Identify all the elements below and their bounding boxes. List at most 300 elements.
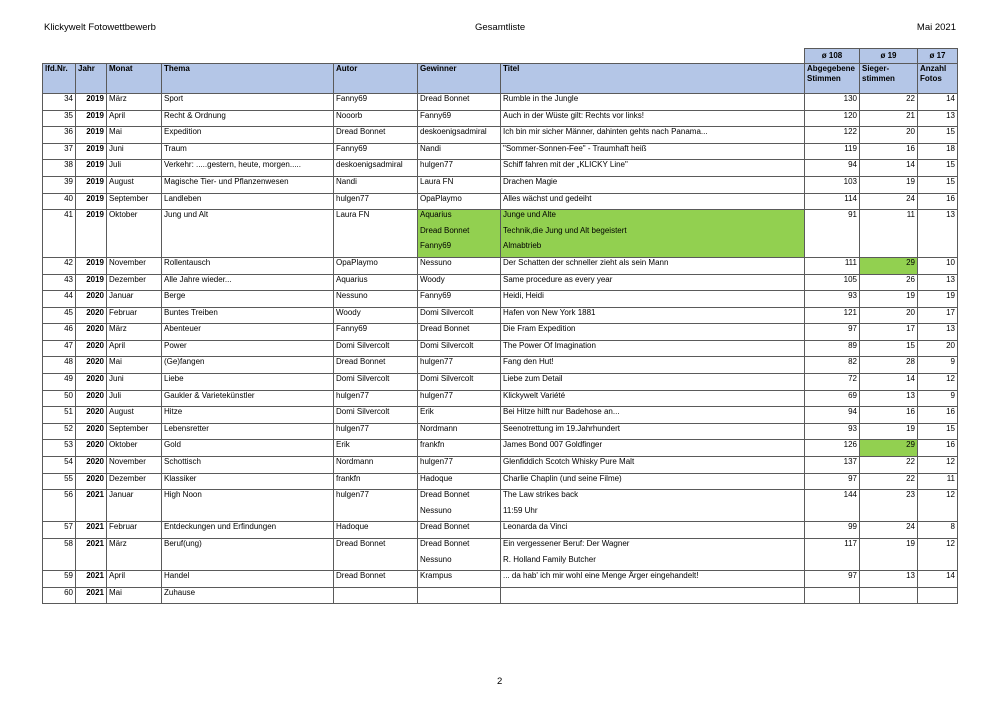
cell-titel: [501, 193, 805, 210]
cell-nr: 52: [43, 423, 76, 440]
cell-thema: Gaukler & Varietekünstler: [162, 390, 334, 407]
cell-titel-line: Rumble in the Jungle: [503, 93, 579, 103]
cell-monat: Juni: [107, 374, 162, 391]
cell-titel-line: Charlie Chaplin (und seine Filme): [503, 473, 622, 483]
cell-sieger: 23: [860, 490, 918, 522]
cell-titel: [501, 160, 805, 177]
cell-titel: [501, 143, 805, 160]
cell-sieger: 20: [860, 307, 918, 324]
cell-autor: Fanny69: [334, 143, 418, 160]
cell-jahr: 2020: [76, 291, 107, 308]
cell-titel-line: Liebe zum Detail: [503, 374, 563, 384]
cell-autor: Hadoque: [334, 522, 418, 539]
cell-fotos: 11: [918, 473, 958, 490]
table-row: [43, 340, 958, 357]
cell-titel: [501, 340, 805, 357]
cell-fotos: 15: [918, 160, 958, 177]
cell-gewinner-line: Nessuno: [420, 257, 452, 267]
table-row: [43, 193, 958, 210]
table-row: [43, 110, 958, 127]
cell-thema: Gold: [162, 440, 334, 457]
cell-gewinner: [418, 274, 501, 291]
cell-autor: Fanny69: [334, 93, 418, 110]
cell-titel: [501, 110, 805, 127]
cell-stimmen: 94: [805, 407, 860, 424]
cell-thema: Handel: [162, 571, 334, 588]
cell-stimmen: 82: [805, 357, 860, 374]
cell-autor: Nessuno: [334, 291, 418, 308]
cell-gewinner: [418, 407, 501, 424]
cell-stimmen: 91: [805, 210, 860, 258]
cell-titel-line: Seenotrettung im 19.Jahrhundert: [503, 423, 620, 433]
cell-gewinner-line: Dread Bonnet: [420, 225, 470, 235]
cell-nr: 49: [43, 374, 76, 391]
col-header-sieger: Sieger-stimmen: [860, 63, 918, 93]
cell-gewinner-line: deskoenigsadmiral: [420, 127, 487, 137]
cell-gewinner: [418, 210, 501, 258]
cell-monat: Mai: [107, 127, 162, 144]
cell-autor: OpaPlaymo: [334, 257, 418, 274]
cell-stimmen: 137: [805, 457, 860, 474]
cell-stimmen: 114: [805, 193, 860, 210]
cell-titel: [501, 374, 805, 391]
table-row: [43, 423, 958, 440]
cell-fotos: 13: [918, 324, 958, 341]
cell-titel-line: Drachen Magie: [503, 176, 558, 186]
cell-gewinner-line: Dread Bonnet: [420, 522, 470, 532]
table-row: [43, 473, 958, 490]
document-header-center: Gesamtliste: [475, 22, 526, 33]
cell-gewinner: [418, 374, 501, 391]
cell-jahr: 2019: [76, 274, 107, 291]
cell-titel-line: Bei Hitze hilft nur Badehose an...: [503, 407, 620, 417]
cell-gewinner-line: Fanny69: [420, 241, 452, 251]
cell-autor: Dread Bonnet: [334, 127, 418, 144]
cell-gewinner-line: Nordmann: [420, 423, 458, 433]
cell-jahr: 2019: [76, 176, 107, 193]
cell-autor: Woody: [334, 307, 418, 324]
cell-nr: 37: [43, 143, 76, 160]
cell-gewinner-line: Nessuno: [420, 505, 452, 515]
cell-titel: [501, 440, 805, 457]
cell-sieger: 16: [860, 143, 918, 160]
cell-nr: 60: [43, 587, 76, 604]
cell-sieger: 29: [860, 440, 918, 457]
table-row: [43, 357, 958, 374]
col-header-monat: Monat: [107, 63, 162, 93]
cell-sieger: 22: [860, 473, 918, 490]
cell-titel-line: ... da hab' ich mir wohl eine Menge Ärger eingehandelt!: [503, 571, 699, 581]
cell-thema: Alle Jahre wieder...: [162, 274, 334, 291]
cell-titel-line: 11:59 Uhr: [503, 505, 538, 515]
table-row: [43, 291, 958, 308]
table-row: [43, 490, 958, 522]
cell-gewinner: [418, 522, 501, 539]
cell-jahr: 2020: [76, 407, 107, 424]
cell-fotos: 9: [918, 390, 958, 407]
cell-jahr: 2019: [76, 143, 107, 160]
cell-fotos: 14: [918, 571, 958, 588]
cell-gewinner: [418, 390, 501, 407]
table-row: [43, 374, 958, 391]
cell-titel: [501, 390, 805, 407]
cell-thema: (Ge)fangen: [162, 357, 334, 374]
col-header-fotos: Anzahl Fotos: [918, 63, 958, 93]
cell-titel-line: Heidi, Heidi: [503, 291, 544, 301]
cell-stimmen: 72: [805, 374, 860, 391]
cell-monat: Mai: [107, 587, 162, 604]
cell-titel: [501, 587, 805, 604]
cell-thema: Abenteuer: [162, 324, 334, 341]
cell-jahr: 2020: [76, 357, 107, 374]
cell-gewinner: [418, 587, 501, 604]
cell-autor: Dread Bonnet: [334, 357, 418, 374]
cell-stimmen: 69: [805, 390, 860, 407]
table-row: [43, 522, 958, 539]
cell-stimmen: 89: [805, 340, 860, 357]
cell-stimmen: 105: [805, 274, 860, 291]
cell-fotos: 20: [918, 340, 958, 357]
cell-nr: 45: [43, 307, 76, 324]
cell-gewinner: [418, 490, 501, 522]
cell-sieger: 16: [860, 407, 918, 424]
cell-thema: Buntes Treiben: [162, 307, 334, 324]
cell-nr: 56: [43, 490, 76, 522]
cell-thema: Landleben: [162, 193, 334, 210]
col-header-titel: Titel: [501, 63, 805, 93]
cell-monat: August: [107, 407, 162, 424]
cell-monat: April: [107, 110, 162, 127]
cell-monat: September: [107, 193, 162, 210]
cell-monat: Oktober: [107, 440, 162, 457]
cell-autor: Fanny69: [334, 324, 418, 341]
cell-fotos: 8: [918, 522, 958, 539]
cell-jahr: 2020: [76, 473, 107, 490]
cell-gewinner: [418, 291, 501, 308]
cell-monat: Juli: [107, 390, 162, 407]
cell-autor: Aquarius: [334, 274, 418, 291]
cell-jahr: 2019: [76, 210, 107, 258]
cell-titel-line: Klickywelt Variété: [503, 390, 566, 400]
cell-titel-line: Auch in der Wüste gilt: Rechts vor links!: [503, 110, 644, 120]
cell-titel-line: "Sommer-Sonnen-Fee" - Traumhaft heiß: [503, 143, 647, 153]
cell-gewinner-line: Erik: [420, 407, 434, 417]
cell-autor: Nooorb: [334, 110, 418, 127]
cell-titel: [501, 407, 805, 424]
cell-titel: [501, 457, 805, 474]
cell-titel: [501, 539, 805, 571]
cell-titel-line: Almabtrieb: [503, 241, 542, 251]
cell-thema: Beruf(ung): [162, 539, 334, 571]
cell-fotos: 19: [918, 291, 958, 308]
cell-stimmen: 122: [805, 127, 860, 144]
page-number: 2: [497, 676, 503, 687]
cell-sieger: 19: [860, 176, 918, 193]
cell-sieger: 26: [860, 274, 918, 291]
cell-autor: hulgen77: [334, 423, 418, 440]
cell-monat: September: [107, 423, 162, 440]
cell-fotos: 14: [918, 93, 958, 110]
cell-sieger: 17: [860, 324, 918, 341]
cell-monat: November: [107, 257, 162, 274]
cell-stimmen: 93: [805, 291, 860, 308]
cell-monat: März: [107, 539, 162, 571]
col-header-autor: Autor: [334, 63, 418, 93]
cell-autor: hulgen77: [334, 193, 418, 210]
cell-gewinner: [418, 307, 501, 324]
cell-nr: 57: [43, 522, 76, 539]
col-header-nr: lfd.Nr.: [43, 63, 76, 93]
avg-fotos: ø 17: [918, 49, 958, 64]
cell-fotos: 13: [918, 210, 958, 258]
cell-gewinner-line: Hadoque: [420, 473, 453, 483]
cell-gewinner: [418, 340, 501, 357]
cell-monat: März: [107, 324, 162, 341]
cell-nr: 46: [43, 324, 76, 341]
cell-sieger: 28: [860, 357, 918, 374]
cell-gewinner-line: hulgen77: [420, 160, 453, 170]
cell-fotos: 16: [918, 440, 958, 457]
column-header-row: [43, 63, 958, 93]
cell-nr: 39: [43, 176, 76, 193]
cell-thema: Rollentausch: [162, 257, 334, 274]
cell-thema: Power: [162, 340, 334, 357]
cell-thema: Zuhause: [162, 587, 334, 604]
cell-monat: Mai: [107, 357, 162, 374]
cell-autor: Domi Silvercolt: [334, 407, 418, 424]
cell-gewinner-line: Dread Bonnet: [420, 324, 470, 334]
cell-autor: hulgen77: [334, 390, 418, 407]
cell-titel-line: Same procedure as every year: [503, 274, 613, 284]
cell-gewinner: [418, 193, 501, 210]
cell-titel: [501, 473, 805, 490]
cell-nr: 54: [43, 457, 76, 474]
cell-thema: Jung und Alt: [162, 210, 334, 258]
cell-titel-line: Fang den Hut!: [503, 357, 554, 367]
cell-monat: März: [107, 93, 162, 110]
cell-titel: [501, 93, 805, 110]
cell-gewinner-line: Dread Bonnet: [420, 93, 470, 103]
table-row: [43, 440, 958, 457]
cell-stimmen: 126: [805, 440, 860, 457]
cell-jahr: 2021: [76, 571, 107, 588]
cell-nr: 43: [43, 274, 76, 291]
cell-fotos: 15: [918, 127, 958, 144]
cell-nr: 48: [43, 357, 76, 374]
cell-jahr: 2020: [76, 307, 107, 324]
cell-gewinner-line: Dread Bonnet: [420, 490, 470, 500]
cell-sieger: 29: [860, 257, 918, 274]
cell-monat: April: [107, 571, 162, 588]
col-header-thema: Thema: [162, 63, 334, 93]
cell-sieger: 13: [860, 390, 918, 407]
cell-titel: [501, 210, 805, 258]
cell-fotos: 12: [918, 539, 958, 571]
cell-fotos: 10: [918, 257, 958, 274]
cell-gewinner: [418, 457, 501, 474]
cell-titel-line: Die Fram Expedition: [503, 324, 576, 334]
cell-jahr: 2021: [76, 587, 107, 604]
cell-nr: 34: [43, 93, 76, 110]
cell-monat: Oktober: [107, 210, 162, 258]
cell-gewinner-line: Woody: [420, 274, 445, 284]
cell-nr: 44: [43, 291, 76, 308]
cell-thema: Liebe: [162, 374, 334, 391]
cell-stimmen: 103: [805, 176, 860, 193]
cell-fotos: 12: [918, 457, 958, 474]
cell-thema: Traum: [162, 143, 334, 160]
cell-gewinner: [418, 440, 501, 457]
cell-jahr: 2020: [76, 423, 107, 440]
cell-nr: 38: [43, 160, 76, 177]
cell-titel-line: Technik,die Jung und Alt begeistert: [503, 225, 627, 235]
cell-autor: Dread Bonnet: [334, 539, 418, 571]
cell-titel-line: Der Schatten der schneller zieht als sein Mann: [503, 257, 669, 267]
cell-fotos: 13: [918, 110, 958, 127]
cell-thema: Magische Tier- und Pflanzenwesen: [162, 176, 334, 193]
cell-thema: Berge: [162, 291, 334, 308]
cell-stimmen: 97: [805, 324, 860, 341]
cell-gewinner-line: Dread Bonnet: [420, 539, 470, 549]
cell-monat: Februar: [107, 522, 162, 539]
cell-stimmen: 117: [805, 539, 860, 571]
table-row: [43, 160, 958, 177]
cell-titel-line: Schiff fahren mit der „KLICKY Line": [503, 160, 628, 170]
cell-monat: Dezember: [107, 274, 162, 291]
cell-monat: Januar: [107, 490, 162, 522]
cell-titel: [501, 571, 805, 588]
cell-gewinner-line: hulgen77: [420, 390, 453, 400]
cell-fotos: 15: [918, 176, 958, 193]
cell-stimmen: 111: [805, 257, 860, 274]
cell-monat: Februar: [107, 307, 162, 324]
cell-jahr: 2020: [76, 457, 107, 474]
cell-nr: 42: [43, 257, 76, 274]
cell-sieger: 11: [860, 210, 918, 258]
table-row: [43, 457, 958, 474]
cell-sieger: 22: [860, 93, 918, 110]
cell-titel-line: Junge und Alte: [503, 210, 556, 220]
cell-jahr: 2019: [76, 93, 107, 110]
cell-gewinner: [418, 110, 501, 127]
avg-sieger: ø 19: [860, 49, 918, 64]
cell-jahr: 2019: [76, 193, 107, 210]
cell-autor: Erik: [334, 440, 418, 457]
cell-sieger: 24: [860, 193, 918, 210]
cell-sieger: 15: [860, 340, 918, 357]
cell-stimmen: [805, 587, 860, 604]
cell-gewinner-line: OpaPlaymo: [420, 193, 462, 203]
cell-gewinner-line: Domi Silvercolt: [420, 340, 474, 350]
cell-sieger: 19: [860, 539, 918, 571]
cell-monat: Juni: [107, 143, 162, 160]
table-row: [43, 127, 958, 144]
cell-gewinner: [418, 127, 501, 144]
table-row: [43, 324, 958, 341]
cell-fotos: 16: [918, 407, 958, 424]
cell-sieger: 13: [860, 571, 918, 588]
cell-jahr: 2021: [76, 490, 107, 522]
cell-titel-line: R. Holland Family Butcher: [503, 554, 596, 564]
cell-nr: 35: [43, 110, 76, 127]
cell-nr: 41: [43, 210, 76, 258]
cell-nr: 55: [43, 473, 76, 490]
cell-fotos: 18: [918, 143, 958, 160]
cell-fotos: 17: [918, 307, 958, 324]
cell-autor: Nordmann: [334, 457, 418, 474]
cell-gewinner-line: Aquarius: [420, 210, 452, 220]
cell-titel: [501, 176, 805, 193]
cell-titel-line: Hafen von New York 1881: [503, 307, 596, 317]
cell-gewinner: [418, 539, 501, 571]
table-row: [43, 571, 958, 588]
cell-autor: hulgen77: [334, 490, 418, 522]
cell-sieger: 14: [860, 374, 918, 391]
col-header-stimmen: Abgegebene Stimmen: [805, 63, 860, 93]
cell-gewinner-line: Fanny69: [420, 110, 452, 120]
cell-titel-line: [503, 588, 802, 604]
cell-thema: Expedition: [162, 127, 334, 144]
cell-nr: 47: [43, 340, 76, 357]
cell-jahr: 2019: [76, 110, 107, 127]
table-row: [43, 93, 958, 110]
cell-titel-line: Ich bin mir sicher Männer, dahinten gehts nach Panama...: [503, 127, 708, 137]
table-row: [43, 390, 958, 407]
cell-titel-line: James Bond 007 Goldfinger: [503, 440, 603, 450]
cell-titel: [501, 307, 805, 324]
cell-jahr: 2020: [76, 324, 107, 341]
cell-sieger: 21: [860, 110, 918, 127]
cell-jahr: 2020: [76, 374, 107, 391]
cell-autor: [334, 587, 418, 604]
cell-jahr: 2019: [76, 257, 107, 274]
cell-stimmen: 130: [805, 93, 860, 110]
cell-titel-line: Glenfiddich Scotch Whisky Pure Malt: [503, 457, 635, 467]
cell-gewinner-line: hulgen77: [420, 457, 453, 467]
cell-titel: [501, 324, 805, 341]
cell-titel-line: The Law strikes back: [503, 490, 579, 500]
cell-monat: August: [107, 176, 162, 193]
cell-jahr: 2020: [76, 440, 107, 457]
cell-titel-line: Alles wächst und gedeiht: [503, 193, 592, 203]
table-row: [43, 274, 958, 291]
table-body: [43, 93, 958, 603]
col-header-jahr: Jahr: [76, 63, 107, 93]
cell-gewinner: [418, 357, 501, 374]
cell-titel: [501, 357, 805, 374]
cell-titel-line: Leonarda da Vinci: [503, 522, 568, 532]
cell-jahr: 2019: [76, 127, 107, 144]
table-row: [43, 257, 958, 274]
cell-nr: 53: [43, 440, 76, 457]
cell-autor: Domi Silvercolt: [334, 374, 418, 391]
cell-gewinner: [418, 143, 501, 160]
cell-thema: Verkehr: .....gestern, heute, morgen.....: [162, 160, 334, 177]
cell-thema: Klassiker: [162, 473, 334, 490]
cell-fotos: 12: [918, 374, 958, 391]
table-row: [43, 587, 958, 604]
cell-gewinner-line: Domi Silvercolt: [420, 374, 474, 384]
cell-titel: [501, 127, 805, 144]
cell-stimmen: 119: [805, 143, 860, 160]
cell-autor: Domi Silvercolt: [334, 340, 418, 357]
cell-titel: [501, 490, 805, 522]
cell-gewinner: [418, 176, 501, 193]
cell-titel-line: The Power Of Imagination: [503, 340, 596, 350]
cell-thema: Entdeckungen und Erfindungen: [162, 522, 334, 539]
cell-jahr: 2021: [76, 539, 107, 571]
cell-monat: Januar: [107, 291, 162, 308]
